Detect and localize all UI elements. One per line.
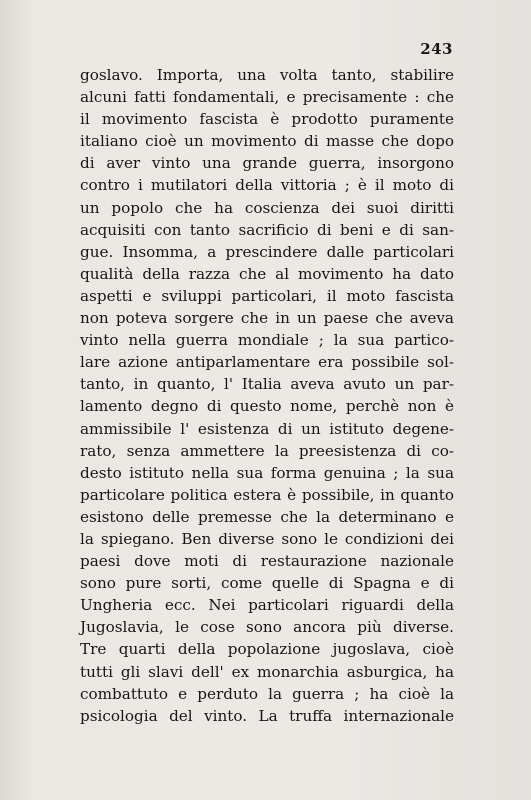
text-line: tanto, in quanto, l' Italia aveva avuto un par- xyxy=(80,375,454,394)
text-line: vinto nella guerra mondiale ; la sua partico- xyxy=(80,331,454,350)
text-line: gue. Insomma, a prescindere dalle particolari xyxy=(80,242,454,261)
text-line: qualità della razza che al movimento ha dato xyxy=(80,264,454,283)
text-line: tutti gli slavi dell' ex monarchia asburgica, ha xyxy=(80,662,454,681)
text-line: esistono delle premesse che la determinano e xyxy=(80,507,454,526)
text-line: lare azione antiparlamentare era possibile sol- xyxy=(80,353,454,372)
text-line: psicologia del vinto. La truffa internazionale xyxy=(80,706,454,725)
text-line: ammissibile l' esistenza di un istituto degene- xyxy=(80,419,454,438)
text-line: non poteva sorgere che in un paese che aveva xyxy=(80,309,454,328)
text-line: Tre quarti della popolazione jugoslava, cioè xyxy=(80,640,454,659)
text-line: la spiegano. Ben diverse sono le condizioni dei xyxy=(80,529,454,548)
text-line: paesi dove moti di restaurazione nazionale xyxy=(80,552,454,571)
text-line: lamento degno di questo nome, perchè non è xyxy=(80,397,454,416)
text-line: un popolo che ha coscienza dei suoi diritti xyxy=(80,198,454,217)
text-line: particolare politica estera è possibile, in quanto xyxy=(80,485,454,504)
text-line: sono pure sorti, come quelle di Spagna e di xyxy=(80,574,454,593)
text-line: contro i mutilatori della vittoria ; è il moto di xyxy=(80,176,454,195)
text-line: combattuto e perduto la guerra ; ha cioè la xyxy=(80,684,454,703)
text-line: goslavo. Importa, una volta tanto, stabilire xyxy=(80,66,454,84)
page-number: 243 xyxy=(420,40,453,58)
text-line: Jugoslavia, le cose sono ancora più diverse. xyxy=(80,618,454,637)
text-line: il movimento fascista è prodotto puramente xyxy=(80,110,454,129)
text-line: aspetti e sviluppi particolari, il moto fascista xyxy=(80,286,454,305)
body-text xyxy=(80,64,454,727)
text-line: desto istituto nella sua forma genuina ; la sua xyxy=(80,463,454,482)
text-line: rato, senza ammettere la preesistenza di co- xyxy=(80,441,454,460)
text-line: alcuni fatti fondamentali, e precisamente : che xyxy=(80,88,454,107)
text-line: acquisiti con tanto sacrificio di beni e di san- xyxy=(80,220,454,239)
text-line: Ungheria ecc. Nei particolari riguardi della xyxy=(80,596,454,615)
text-line: di aver vinto una grande guerra, insorgono xyxy=(80,154,454,173)
text-line: italiano cioè un movimento di masse che dopo xyxy=(80,132,454,151)
